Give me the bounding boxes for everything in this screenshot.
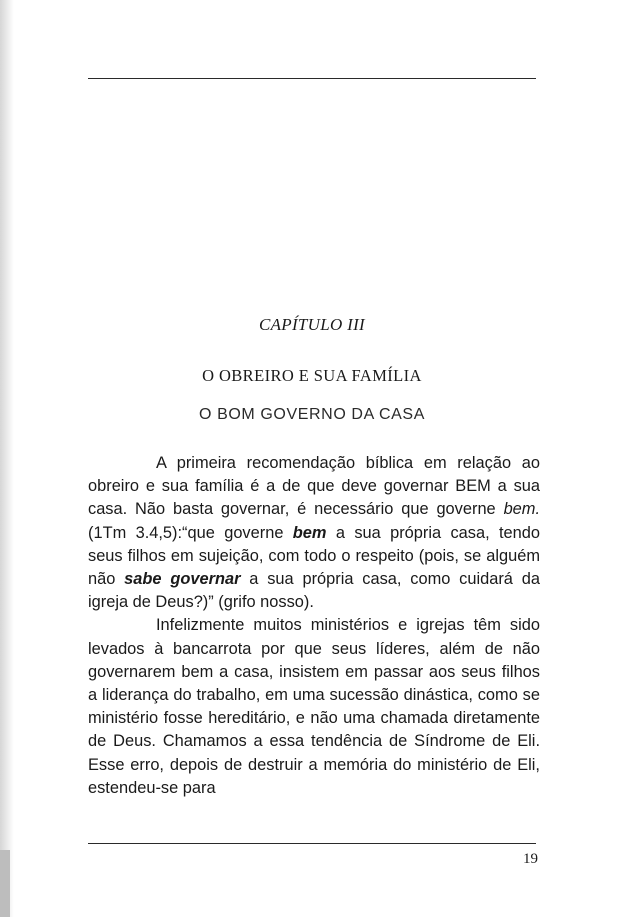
paragraph-1	[88, 452, 540, 614]
page-left-edge-shadow	[0, 0, 14, 917]
chapter-number: CAPÍTULO III	[258, 315, 366, 334]
bottom-rule	[88, 843, 536, 844]
emphasis-sabe-governar: sabe governar	[124, 570, 241, 589]
section-title: O BOM GOVERNO DA CASA	[199, 406, 425, 423]
chapter-title: O OBREIRO E SUA FAMÍLIA	[202, 366, 422, 385]
page-binding-mark	[0, 850, 10, 917]
emphasis-bem-bold: bem	[292, 523, 327, 542]
paragraph-1-text-c: a sua própria casa, tendo seus filhos em sujeição, com todo o respeito (pois, se alguém não	[88, 523, 540, 589]
paragraph-1-text-b: (1Tm 3.4,5):“que governe	[88, 523, 284, 542]
paragraph-1-text-d: a sua própria casa, como cuidará da igreja de Deus?)” (grifo nosso).	[88, 570, 540, 612]
paragraph-2: Infelizmente muitos ministérios e igrejas têm sido levados à bancarrota por que seus líderes, além de não governarem bem a casa, insistem em passar aos seus filhos a liderança do trabalho, em uma sucessão dinástica, como se ministério fosse hereditário, e não uma chamada diretamente de Deus. Chamamos a essa tendência de Síndrome de Eli. Esse erro, depois de destruir a memória do ministério de Eli, estendeu-se para	[88, 616, 540, 797]
emphasis-bem-italic: bem.	[503, 500, 541, 519]
top-rule	[88, 78, 536, 79]
page-number: 19	[523, 851, 538, 867]
body-text	[88, 452, 540, 800]
paragraph-1-text-a: A primeira recomendação bíblica em relação ao obreiro e sua família é a de que deve governar BEM a sua casa. Não basta governar, é necessário que governe	[88, 454, 540, 519]
